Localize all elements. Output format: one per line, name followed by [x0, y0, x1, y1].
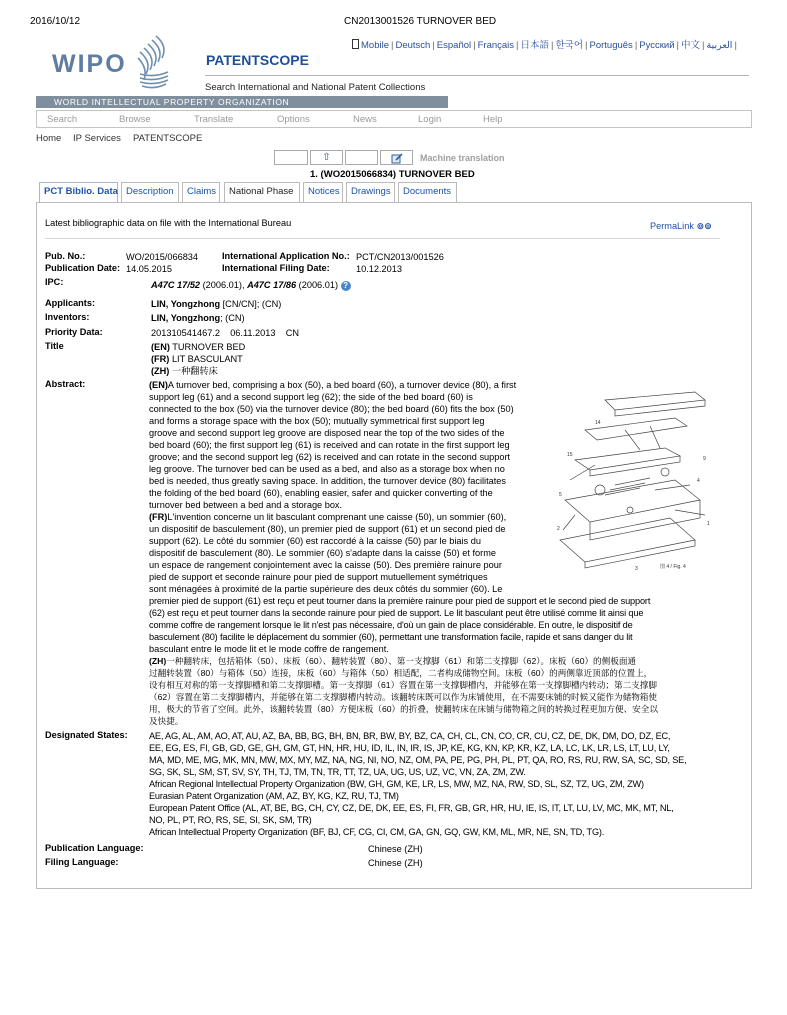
app-no-value: PCT/CN2013/001526: [356, 252, 444, 262]
tab-pct-biblio-data[interactable]: PCT Biblio. Data: [39, 182, 118, 202]
designated-line: Eurasian Patent Organization (AM, AZ, BY, KG, KZ, RU, TJ, TM): [149, 791, 399, 801]
pub-language-label: Publication Language:: [45, 843, 144, 853]
link-chain-icon: ⊚⊚: [696, 221, 712, 231]
inventor-name: LIN, Yongzhong: [151, 313, 221, 323]
abstract-line: 设有相互对称的第一支撑脚槽和第二支撑脚槽。第一支撑脚（61）容置在第一支撑脚槽内，并能够在第一支撑脚槽内转动；第二支撑脚: [149, 680, 657, 690]
lang-mobile[interactable]: Mobile: [361, 40, 389, 51]
abstract-line: support leg (61) and a second support leg (62); the side of the bed board (60) is: [149, 392, 473, 402]
nav-browse[interactable]: Browse: [119, 114, 151, 125]
filing-language-value: Chinese (ZH): [368, 858, 423, 868]
abstract-line: dispositif de basculement (80). Le sommier (60) s'adapte dans la caisse (50) et forme: [149, 548, 496, 558]
lang-portugues[interactable]: Português: [589, 40, 633, 51]
applicants-label: Applicants:: [45, 298, 96, 308]
breadcrumb-home[interactable]: Home: [36, 133, 62, 144]
up-arrow-icon[interactable]: ⇧: [310, 150, 343, 165]
filing-language-label: Filing Language:: [45, 857, 119, 867]
applicant-detail: [CN/CN]; (CN): [222, 299, 282, 309]
tab-national-phase[interactable]: National Phase: [224, 182, 300, 202]
abstract-line: groove; and the second support leg (62) is received and can rotate in the second support: [149, 452, 511, 462]
main-nav: [36, 110, 752, 128]
permalink-label: PermaLink: [650, 221, 694, 231]
nav-login[interactable]: Login: [418, 114, 442, 125]
abstract-line: support (62). Le côté du sommier (60) est raccordé à la caisse (50) par le biais du: [149, 536, 481, 546]
lang-arabic[interactable]: العربية: [706, 40, 733, 51]
pub-date-value: 14.05.2015: [126, 264, 172, 274]
abstract-line: bed is needed, thus greatly saving space. In addition, the turnover device (80) facilitates: [149, 476, 506, 486]
nav-translate[interactable]: Translate: [194, 114, 234, 125]
applicant-name: LIN, Yongzhong: [151, 299, 221, 309]
title-fr: [151, 353, 243, 365]
publication-heading: 1. (WO2015066834) TURNOVER BED: [310, 169, 475, 180]
nav-options[interactable]: Options: [277, 114, 310, 125]
abstract-line: L'invention concerne un lit basculant comprenant une caisse (50), un sommier (60),: [167, 512, 507, 522]
ipc-ver-2: (2006.01): [298, 280, 339, 290]
applicants-value: [151, 298, 281, 310]
permalink[interactable]: [650, 220, 712, 232]
figure-caption: 图 4 / Fig. 4: [660, 564, 686, 570]
patent-drawing[interactable]: [555, 390, 715, 585]
drawing-figure: [555, 390, 715, 585]
abstract-line: leg groove. The turnover bed can be used as a bed, and also as a storage box when no: [149, 464, 505, 474]
title-label: Title: [45, 341, 64, 351]
print-doc-title: CN2013001526 TURNOVER BED: [344, 16, 497, 27]
nav-news[interactable]: News: [353, 114, 377, 125]
tab-notices[interactable]: Notices: [303, 182, 343, 202]
abstract-line: sont ménagées à proximité de la partie supérieure des deux côtés du sommier (60). Le: [149, 584, 503, 594]
abstract-label: Abstract:: [45, 379, 86, 389]
lang-francais[interactable]: Français: [477, 40, 515, 51]
designated-line: MA, MD, ME, MG, MK, MN, MW, MX, MY, MZ, NA, NG, NI, NO, NZ, OM, PA, PE, PG, PH, PL, PT, QA, RO, RS, RU, RW, SA, SC, SD, SE,: [149, 755, 687, 765]
svg-text:2: 2: [557, 526, 560, 532]
lang-japanese[interactable]: 日本語: [520, 40, 550, 51]
abstract-line: （62）容置在第二支撑脚槽内，并能够在第二支撑脚槽内转动。该翻转床既可以作为床铺使用，在不需要床铺的时候又能作为储物箱使: [149, 692, 657, 702]
ipc-ver-1: (2006.01),: [202, 280, 245, 290]
pub-language-value: Chinese (ZH): [368, 844, 423, 854]
lang-tag: (ZH): [151, 366, 170, 376]
svg-text:4: 4: [697, 478, 700, 484]
svg-text:14: 14: [595, 420, 601, 426]
abstract-line: A turnover bed, comprising a box (50), a bed board (60), a turnover device (80), a first: [167, 380, 517, 390]
designated-line: EE, EG, ES, FI, GB, GD, GE, GH, GM, GT, HN, HR, HU, ID, IL, IN, IR, IS, JP, KE, KG, KN, KP, KR, KZ, LA, LC, LK, LR, LS, LT, LU, LY,: [149, 743, 670, 753]
lang-tag: (ZH): [149, 656, 167, 666]
abstract-line: 用，极大的节省了空间。此外，该翻转装置（80）方便床板（60）的折叠，使翻转床在床铺与储物箱之间的转换过程更加方便、安全以: [149, 704, 658, 714]
edit-icon[interactable]: [380, 150, 413, 165]
lang-korean[interactable]: 한국어: [555, 40, 584, 51]
ipc-code-2[interactable]: A47C 17/86: [247, 280, 297, 290]
abstract-line: connected to the box (50) via the turnover device (80); the bed board (60) fits the box (50): [149, 404, 514, 414]
priority-label: Priority Data:: [45, 327, 103, 337]
svg-text:5: 5: [559, 492, 562, 498]
nav-search[interactable]: Search: [47, 114, 78, 125]
designated-line: AE, AG, AL, AM, AO, AT, AU, AZ, BA, BB, BG, BH, BN, BR, BW, BY, BZ, CA, CH, CL, CN, CO, CR, CU, CZ, DE, DK, DM, DO, DZ, EC,: [149, 731, 671, 741]
section-rule: [45, 238, 720, 239]
lang-russian[interactable]: Русский: [639, 40, 675, 51]
abstract-line: basculement (80) facilite le déplacement du sommier (60), permettant une transformation facile, rapide et sans danger du lit: [149, 632, 633, 642]
lang-tag: (EN): [149, 380, 168, 390]
tab-drawings[interactable]: Drawings: [346, 182, 395, 202]
abstract-line: basculant entre le mode lit et le mode coffre de rangement.: [149, 644, 389, 654]
abstract-line: groove and second support leg groove are disposed near the top of the two sides of the: [149, 428, 505, 438]
language-bar: Mobile | Deutsch | Español | Français | 日本語 | 한국어 | Português | Русский | 中文 | العربية |: [352, 37, 739, 51]
wipo-org-band: WORLD INTELLECTUAL PROPERTY ORGANIZATION: [36, 96, 448, 108]
inventor-detail: ; (CN): [220, 313, 245, 323]
designated-line: SG, SK, SL, SM, ST, SV, SY, TH, TJ, TM, TN, TR, TT, TZ, UA, UG, US, UZ, VC, VN, ZA, ZM, ZW.: [149, 767, 526, 777]
designated-line: African Regional Intellectual Property Organization (BW, GH, GM, KE, LR, LS, MW, MZ, NA, RW, SD, SL, SZ, TZ, UG, ZM, ZW): [149, 779, 644, 789]
svg-text:9: 9: [703, 456, 706, 462]
inventors-value: [151, 312, 245, 324]
nav-help[interactable]: Help: [483, 114, 503, 125]
abstract-line: the folding of the bed board (60), enabling easier, safer and quicker converting of the: [149, 488, 493, 498]
designated-line: European Patent Office (AL, AT, BE, BG, CH, CY, CZ, DE, DK, EE, ES, FI, FR, GB, GR, HR, HU, IE, IS, IT, LT, LU, LV, MC, MK, MT, NL,: [149, 803, 674, 813]
wipo-emblem-icon: [134, 34, 174, 94]
abstract-line: un dispositif de basculement (80), un premier pied de support (61) et un second pied de: [149, 524, 506, 534]
ipc-code-1[interactable]: A47C 17/52: [151, 280, 201, 290]
inventors-label: Inventors:: [45, 312, 90, 322]
designated-line: NO, PL, PT, RO, RS, SE, SI, SK, SM, TR): [149, 815, 312, 825]
designated-line: African Intellectual Property Organization (BF, BJ, CF, CG, CI, CM, GA, GN, GQ, GW, KM, ML, MR, NE, SN, TD, TG).: [149, 827, 605, 837]
designated-states-label: Designated States:: [45, 730, 128, 740]
title-zh: [151, 365, 218, 377]
abstract-zh: [149, 655, 658, 727]
mobile-icon: [352, 39, 359, 49]
abstract-line: 过翻转装置（80）与箱体（50）连接，床板（60）与箱体（50）相适配，二者构成储物空间。床板（60）的两侧靠近顶部的位置上，: [149, 668, 653, 678]
priority-value: 201310541467.2 06.11.2013 CN: [151, 328, 299, 338]
patentscope-subtitle: Search International and National Patent Collections: [205, 82, 426, 93]
svg-text:1: 1: [707, 521, 710, 527]
abstract-line: premier pied de support (61) est reçu et peut tourner dans la première rainure pour pied de support et le second pied de support: [149, 596, 651, 606]
abstract-line: comme coffre de rangement lorsque le lit n'est pas nécessaire, d'où un gain de place considérable. En outre, le dispositif de: [149, 620, 633, 630]
breadcrumb-patentscope[interactable]: PATENTSCOPE: [133, 133, 203, 144]
abstract-line: (62) est reçu et peut tourner dans la seconde rainure pour pied de support. Le lit basculant peut être utilisé comme lit ainsi que: [149, 608, 644, 618]
svg-text:3: 3: [635, 566, 638, 572]
lang-espanol[interactable]: Español: [436, 40, 472, 51]
abstract-line: un espace de rangement conjointement avec la caisse (50). Des première rainure pour: [149, 560, 502, 570]
app-no-label: International Application No.:: [222, 251, 350, 261]
prev-field[interactable]: [274, 150, 308, 165]
print-date: 2016/10/12: [30, 16, 81, 27]
abstract-line: 一种翻转床，包括箱体（50）、床板（60）、翻转装置（80）、第一支撑脚（61）和第二支撑脚（62）。床板（60）的侧板面通: [166, 656, 637, 666]
pub-no-label: Pub. No.:: [45, 251, 86, 261]
abstract-line: turnover bed between a bed and a storage box.: [149, 500, 343, 510]
breadcrumb-ip-services[interactable]: IP Services: [73, 133, 121, 144]
title-text: LIT BASCULANT: [171, 354, 243, 364]
next-field[interactable]: [345, 150, 378, 165]
filing-date-label: International Filing Date:: [222, 263, 330, 273]
lang-tag: (EN): [151, 342, 170, 352]
lang-deutsch[interactable]: Deutsch: [395, 40, 431, 51]
svg-text:15: 15: [567, 452, 573, 458]
title-en: [151, 341, 245, 353]
tab-description[interactable]: Description: [121, 182, 179, 202]
abstract-line: pied de support et seconde rainure pour pied de support mutuellement symétriques: [149, 572, 488, 582]
patentscope-title[interactable]: PATENTSCOPE: [206, 52, 309, 68]
abstract-en: [149, 379, 549, 511]
tab-claims[interactable]: Claims: [182, 182, 220, 202]
title-text: 一种翻转床: [171, 366, 218, 376]
machine-translation-link[interactable]: Machine translation: [420, 153, 505, 163]
abstract-line: bed board (60); the first support leg (61) is received and can rotate in the first support leg: [149, 440, 510, 450]
designated-states: [149, 730, 686, 838]
title-text: TURNOVER BED: [172, 342, 246, 352]
latest-data-note: Latest bibliographic data on file with the International Bureau: [45, 218, 292, 228]
abstract-line: and forms a storage space with the box (50); mutually symmetrical first support leg: [149, 416, 485, 426]
ipc-label: IPC:: [45, 277, 64, 287]
pub-no-value: WO/2015/066834: [126, 252, 199, 262]
abstract-line: 及快捷。: [149, 716, 184, 726]
header-divider: [205, 75, 749, 76]
tab-documents[interactable]: Documents: [398, 182, 457, 202]
lang-chinese[interactable]: 中文: [681, 40, 701, 51]
pub-date-label: Publication Date:: [45, 263, 121, 273]
filing-date-value: 10.12.2013: [356, 264, 402, 274]
lang-tag: (FR): [151, 354, 170, 364]
lang-tag: (FR): [149, 512, 168, 522]
help-icon[interactable]: ?: [341, 281, 351, 291]
ipc-values: [151, 279, 351, 291]
wipo-wordmark: WIPO: [52, 50, 127, 78]
